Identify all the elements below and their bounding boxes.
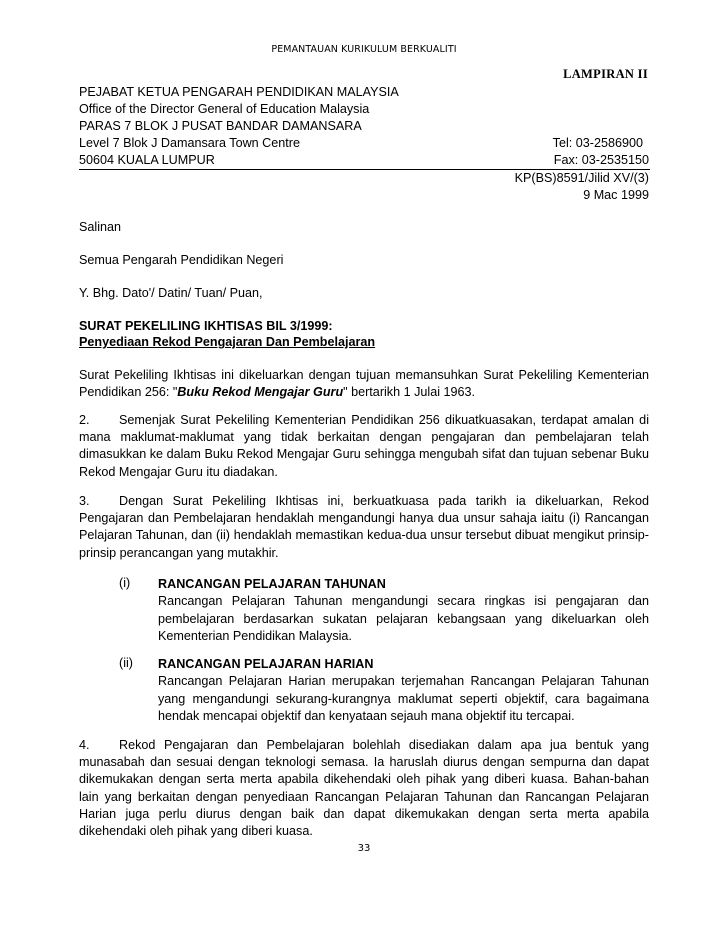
item-ii-text: Rancangan Pelajaran Harian merupakan terjemahan Rancangan Pelajaran Tahunan yang mengandungi sekurang-kurangnya maklumat seperti objektif, cara bagaimana hendak mencapai objektif dan kenyataan sejauh mana objektif itu tercapai. [158, 674, 649, 724]
letterhead-line-5: 50604 KUALA LUMPUR [79, 153, 215, 167]
intro-part-2: " bertarikh 1 Julai 1963. [343, 385, 476, 400]
letterhead-line-1: PEJABAT KETUA PENGARAH PENDIDIKAN MALAYSIA [79, 85, 399, 99]
paragraph-4 [79, 737, 649, 840]
item-ii-body [158, 656, 649, 726]
greeting: Y. Bhg. Dato'/ Datin/ Tuan/ Puan, [79, 286, 263, 300]
letterhead-line-2: Office of the Director General of Education Malaysia [79, 102, 370, 116]
paragraph-2-number: 2. [79, 413, 90, 427]
intro-emphasis: Buku Rekod Mengajar Guru [177, 385, 344, 400]
paragraph-2-text: Semenjak Surat Pekeliling Kementerian Pendidikan 256 dikuatkuasakan, terdapat amalan di mana maklumat-maklumat yang tidak berkaitan dengan pengajaran dan pembelajaran telah dimasukkan ke dalam Buku Rekod Mengajar Guru sehingga mengubah sifat dan tujuan sebenar Buku Rekod Mengajar Guru itu diadakan. [79, 413, 649, 479]
item-i-title: RANCANGAN PELAJARAN TAHUNAN [158, 577, 386, 591]
paragraph-3 [79, 493, 649, 562]
lampiran-label: LAMPIRAN II [563, 67, 648, 81]
item-ii-title: RANCANGAN PELAJARAN HARIAN [158, 657, 374, 671]
item-i-number: (i) [119, 576, 131, 590]
letterhead-row-4 [79, 135, 649, 152]
item-ii-number: (ii) [119, 656, 133, 670]
paragraph-3-number: 3. [79, 494, 90, 508]
reference-number: KP(BS)8591/Jilid XV/(3) [514, 171, 649, 185]
fax: Fax: 03-2535150 [553, 153, 649, 167]
telephone: Tel: 03-2586900 [552, 136, 643, 150]
recipients: Semua Pengarah Pendidikan Negeri [79, 253, 284, 267]
intro-paragraph [79, 367, 649, 401]
letterhead-row-5 [79, 152, 649, 169]
reference-block [515, 170, 649, 204]
paragraph-3-text: Dengan Surat Pekeliling Ikhtisas ini, berkuatkuasa pada tarikh ia dikeluarkan, Rekod Pengajaran dan Pembelajaran hendaklah mengandungi hanya dua unsur sahaja iaitu (i) Rancangan Pelajaran Tahunan, dan (ii) hendaklah memastikan kedua-dua unsur tersebut dibuat mengikut prinsip-prinsip perancangan yang mutakhir. [79, 494, 649, 560]
running-header: PEMANTAUAN KURIKULUM BERKUALITI [271, 44, 457, 55]
intro-part-1: Surat Pekeliling Ikhtisas ini dikeluarkan dengan tujuan memansuhkan Surat Pekeliling Kementerian Pendidikan 256: " [79, 368, 649, 400]
letterhead [79, 84, 649, 169]
subject-title: SURAT PEKELILING IKHTISAS BIL 3/1999: [79, 319, 333, 333]
item-i-text: Rancangan Pelajaran Tahunan mengandungi secara ringkas isi pengajaran dan pembelajaran berdasarkan sukatan pelajaran kebangsaan yang dikeluarkan oleh Kementerian Pendidikan Malaysia. [158, 594, 649, 644]
paragraph-2 [79, 412, 649, 481]
paragraph-4-text: Rekod Pengajaran dan Pembelajaran bolehlah disediakan dalam apa jua bentuk yang munasabah dan sesuai dengan teknologi semasa. Ia haruslah diurus dengan sempurna dan dapat dikemukakan dengan serta merta apabila dikehendaki oleh pihak yang diberi kuasa. Bahan-bahan lain yang berkaitan dengan penyediaan Rancangan Pelajaran Tahunan dan Rancangan Pelajaran Harian juga perlu diurus dengan baik dan dapat dikemukakan dengan serta merta apabila dikehendaki oleh pihak yang diberi kuasa. [79, 738, 649, 839]
item-i-body [158, 576, 649, 646]
subject-subtitle [79, 334, 649, 351]
subject-subtitle-text: Penyediaan Rekod Pengajaran Dan Pembelajaran [79, 335, 376, 349]
paragraph-4-number: 4. [79, 738, 90, 752]
letter-date: 9 Mac 1999 [583, 188, 649, 202]
letterhead-line-4: Level 7 Blok J Damansara Town Centre [79, 136, 300, 150]
page-number: 33 [357, 843, 371, 854]
letterhead-line-3: PARAS 7 BLOK J PUSAT BANDAR DAMANSARA [79, 119, 362, 133]
salinan: Salinan [79, 220, 122, 234]
